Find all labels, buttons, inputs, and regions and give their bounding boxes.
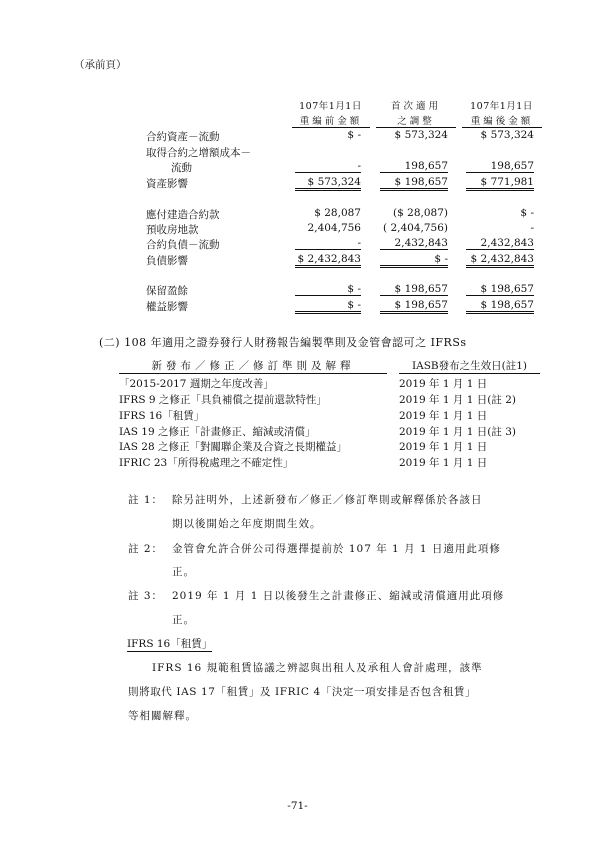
row-label: 資產影響: [146, 178, 188, 190]
page-number: -71-: [287, 800, 308, 812]
row-label: 合約資產－流動: [146, 131, 220, 143]
row-value: 2,432,843: [466, 237, 534, 250]
col3-header-bottom: 重編後金額: [462, 113, 542, 128]
row-value: 198,657: [466, 160, 534, 173]
continued-label: （承前頁）: [74, 59, 127, 71]
ifrs16-paragraph-line: IFRS 16 規範租賃協議之辨認與出租人及承租人會計處理，該準: [152, 662, 483, 674]
standard-name: 「2015-2017 週期之年度改善」: [119, 378, 274, 390]
standard-name: IAS 28 之修正「對關聯企業及合資之長期權益」: [119, 441, 347, 453]
row-value: $ 198,657: [380, 176, 448, 191]
row-value: $ 28,087: [314, 207, 361, 219]
note-text: 金管會允許合併公司得選擇提前於 107 年 1 月 1 日適用此項修: [172, 543, 501, 555]
col1-header-top: 107年1月1日: [299, 101, 362, 112]
row-value: $ -: [520, 207, 534, 219]
row-value: $ -: [295, 283, 361, 296]
effective-date: 2019 年 1 月 1 日: [399, 457, 488, 469]
standard-name: IFRS 16「租賃」: [119, 410, 205, 422]
row-label: 預收房地款: [146, 224, 199, 236]
row-value: $ 198,657: [466, 299, 534, 314]
note-tag: 註 2：: [128, 543, 164, 555]
row-label: 流動: [171, 162, 192, 174]
section-heading: (二) 108 年適用之證券發行人財務報告編製準則及金管會認可之 IFRSs: [99, 336, 467, 349]
effective-date: 2019 年 1 月 1 日: [399, 378, 488, 390]
standards-column-header: 新發布／修正／修訂準則及解釋: [119, 358, 387, 374]
ifrs16-paragraph-line: 等相關解釋。: [128, 710, 197, 722]
row-value: 2,432,843: [380, 237, 448, 250]
effective-date: 2019 年 1 月 1 日: [399, 441, 488, 453]
col2-header-top: 首次適用: [390, 101, 441, 112]
note-text: 期以後開始之年度期間生效。: [172, 518, 322, 530]
note-text: 正。: [172, 566, 195, 578]
effective-date: 2019 年 1 月 1 日(註 3): [399, 426, 516, 438]
row-value: $ -: [295, 299, 361, 314]
row-label: 保留盈餘: [146, 285, 188, 297]
row-value: $ 573,324: [480, 129, 534, 141]
note-tag: 註 1：: [128, 494, 164, 506]
effective-date: 2019 年 1 月 1 日: [399, 410, 488, 422]
row-label: 合約負債－流動: [146, 239, 220, 251]
note-text: 2019 年 1 月 1 日以後發生之計畫修正、縮減或清償適用此項修: [172, 590, 505, 602]
row-value: $ 771,981: [466, 176, 534, 191]
row-value: ($ 28,087): [393, 207, 448, 219]
effective-date-column-header: IASB發布之生效日(註1): [399, 358, 540, 374]
col1-header-bottom: 重編前金額: [292, 113, 370, 128]
row-label: 權益影響: [146, 301, 188, 313]
row-value: -: [295, 160, 361, 173]
row-value: 2,404,756: [307, 222, 361, 234]
standard-name: IAS 19 之修正「計畫修正、縮減或清償」: [119, 426, 316, 438]
row-value: $ -: [347, 129, 361, 141]
row-value: 198,657: [380, 160, 448, 173]
col2-header-bottom: 之調整: [376, 113, 456, 128]
note-tag: 註 3：: [128, 590, 164, 602]
ifrs16-paragraph-line: 則將取代 IAS 17「租賃」及 IFRIC 4「決定一項安排是否包含租賃」: [128, 686, 477, 698]
row-value: -: [295, 237, 361, 250]
row-value: $ 2,432,843: [466, 253, 534, 268]
row-label: 負債影響: [146, 255, 188, 267]
note-text: 除另註明外，上述新發布／修正／修訂準則或解釋係於各該日: [172, 494, 483, 506]
row-label: 應付建造合約款: [146, 209, 220, 221]
row-value: $ -: [380, 253, 448, 268]
row-label: 取得合約之增額成本－: [146, 147, 251, 159]
row-value: $ 573,324: [394, 129, 448, 141]
row-value: $ 573,324: [295, 176, 361, 191]
row-value: $ 198,657: [380, 283, 448, 296]
col3-header-top: 107年1月1日: [470, 101, 533, 112]
row-value: $ 198,657: [466, 283, 534, 296]
row-value: $ 2,432,843: [295, 253, 361, 268]
row-value: -: [530, 222, 534, 234]
standard-name: IFRIC 23「所得稅處理之不確定性」: [119, 457, 294, 469]
note-text: 正。: [172, 614, 195, 626]
standard-name: IFRS 9 之修正「具負補償之提前還款特性」: [119, 394, 327, 406]
effective-date: 2019 年 1 月 1 日(註 2): [399, 394, 516, 406]
ifrs16-title: IFRS 16「租賃」: [127, 638, 213, 650]
row-value: ( 2,404,756): [383, 222, 448, 234]
row-value: $ 198,657: [380, 299, 448, 314]
